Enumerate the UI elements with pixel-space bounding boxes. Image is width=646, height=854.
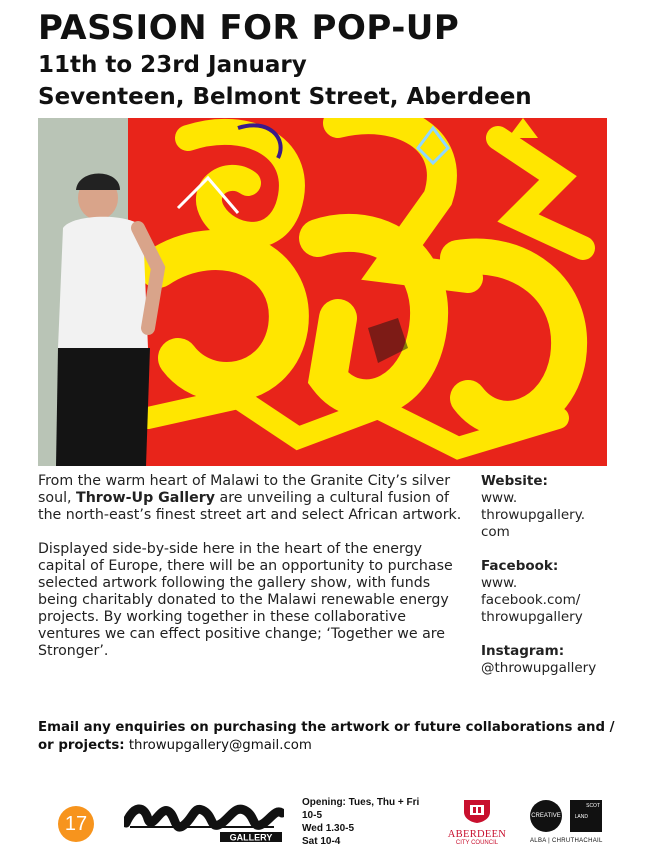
- facebook-link[interactable]: www. facebook.com/ throwupgallery: [481, 575, 583, 625]
- scotland-square: SCOT LAND: [570, 800, 602, 832]
- website-label: Website:: [481, 473, 548, 489]
- description-paragraph-2: Displayed side-by-side here in the heart of the energy capital of Europe, there will be an opportunity to purchase selected artwork following the gallery show, with funds being charitably donated to the Malawi renewable energy projects. By working together in these collaborative ventures we can effect positive change; ‘Together we are Stronger’.: [38, 541, 453, 659]
- description: [38, 473, 463, 677]
- hero-photo: [38, 118, 607, 466]
- aberdeen-city-council-logo: ABERDEEN CITY COUNCIL: [447, 798, 507, 846]
- instagram-label: Instagram:: [481, 643, 565, 659]
- throw-up-gallery-logo: [124, 801, 284, 843]
- instagram-block: [481, 643, 611, 677]
- page-title: PASSION FOR POP-UP: [38, 8, 460, 48]
- event-dates: 11th to 23rd January: [38, 52, 307, 78]
- creative-circle: CREATIVE: [530, 800, 562, 832]
- gallery-name: Throw-Up Gallery: [76, 490, 215, 506]
- logo-gallery-text: GALLERY: [229, 832, 273, 843]
- council-crest-icon: [460, 798, 494, 824]
- instagram-link[interactable]: @throwupgallery: [481, 660, 597, 676]
- enquiry-note: [38, 719, 618, 755]
- creative-scotland-logo: CREATIVE SCOT LAND ALBA | CHRUTHACHAIL: [530, 800, 608, 848]
- description-paragraph-1: From the warm heart of Malawi to the Granite City’s silver soul, Throw-Up Gallery are unveiling a cultural fusion of the north-east’s finest street art and select African artwork.: [38, 473, 462, 523]
- enquiry-text: Email any enquiries on purchasing the artwork or future collaborations and / or projects:: [38, 720, 615, 753]
- event-venue: Seventeen, Belmont Street, Aberdeen: [38, 84, 532, 110]
- venue-17-logo: 17: [58, 806, 94, 842]
- email-link[interactable]: throwupgallery@gmail.com: [124, 738, 312, 753]
- graffiti-illustration: [38, 118, 607, 466]
- opening-hours: Opening: Tues, Thu + Fri 10-5 Wed 1.30-5 Sat 10-4: [302, 797, 420, 847]
- facebook-label: Facebook:: [481, 558, 559, 574]
- contact-sidebar: [481, 473, 611, 694]
- website-block: [481, 473, 611, 541]
- website-link[interactable]: www. throwupgallery. com: [481, 490, 586, 540]
- facebook-block: [481, 558, 611, 626]
- footer: [0, 790, 646, 854]
